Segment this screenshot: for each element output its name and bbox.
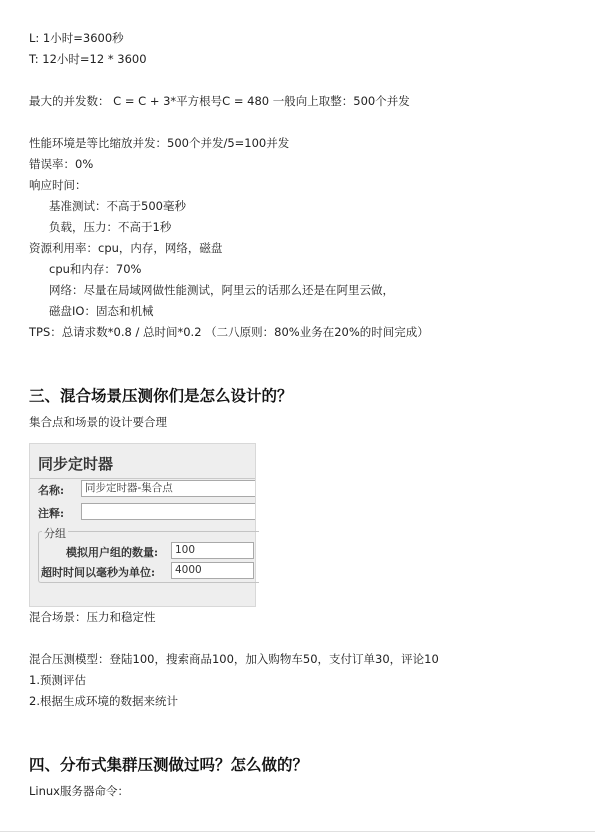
users-count-input[interactable]: 100 bbox=[171, 542, 254, 559]
text-load-stress: 负载，压力：不高于1秒 bbox=[49, 220, 172, 234]
text-cpu-mem: cpu和内存：70% bbox=[49, 262, 142, 276]
group-legend: 分组 bbox=[44, 527, 66, 540]
text-tps: TPS：总请求数*0.8 / 总时间*0.2 （二八原则：80%业务在20%的时间完成） bbox=[29, 325, 429, 339]
text-rendezvous: 集合点和场景的设计要合理 bbox=[29, 415, 167, 429]
name-label: 名称: bbox=[38, 484, 65, 497]
section-3-heading: 三、混合场景压测你们是怎么设计的？ bbox=[29, 387, 293, 405]
text-l-definition: L: 1小时=3600秒 bbox=[29, 31, 124, 45]
list-item-2: 2.根据生成环境的数据来统计 bbox=[29, 694, 178, 708]
text-max-concurrency: 最大的并发数： C = C + 3*平方根号C = 480 一般向上取整：500个并发 bbox=[29, 94, 410, 108]
timeout-label: 超时时间以毫秒为单位: bbox=[41, 566, 156, 579]
text-linux-cmd: Linux服务器命令： bbox=[29, 784, 129, 798]
name-input[interactable]: 同步定时器-集合点 bbox=[81, 480, 256, 497]
text-disk-io: 磁盘IO：固态和机械 bbox=[49, 304, 154, 318]
page-bottom-rule bbox=[0, 831, 595, 832]
panel-title: 同步定时器 bbox=[38, 455, 114, 473]
text-mixed-model: 混合压测模型：登陆100，搜索商品100，加入购物车50，支付订单30，评论10 bbox=[29, 652, 439, 666]
text-network: 网络：尽量在局域网做性能测试，阿里云的话那么还是在阿里云做， bbox=[49, 283, 394, 297]
text-response-time: 响应时间： bbox=[29, 178, 87, 192]
text-perf-env: 性能环境是等比缩放并发：500个并发/5=100并发 bbox=[29, 136, 290, 150]
comment-label: 注释: bbox=[38, 507, 65, 520]
text-t-definition: T: 12小时=12 * 3600 bbox=[29, 52, 147, 66]
comment-input[interactable] bbox=[81, 503, 256, 520]
timeout-input[interactable]: 4000 bbox=[171, 562, 254, 579]
list-item-1: 1.预测评估 bbox=[29, 673, 86, 687]
panel-divider bbox=[30, 478, 255, 479]
section-4-heading: 四、分布式集群压测做过吗？怎么做的？ bbox=[29, 756, 309, 774]
text-benchmark: 基准测试：不高于500毫秒 bbox=[49, 199, 186, 213]
users-count-label: 模拟用户组的数量: bbox=[66, 546, 159, 559]
text-error-rate: 错误率：0% bbox=[29, 157, 94, 171]
text-resource-util: 资源利用率：cpu，内存，网络，磁盘 bbox=[29, 241, 223, 255]
text-mixed-scene: 混合场景：压力和稳定性 bbox=[29, 610, 156, 624]
